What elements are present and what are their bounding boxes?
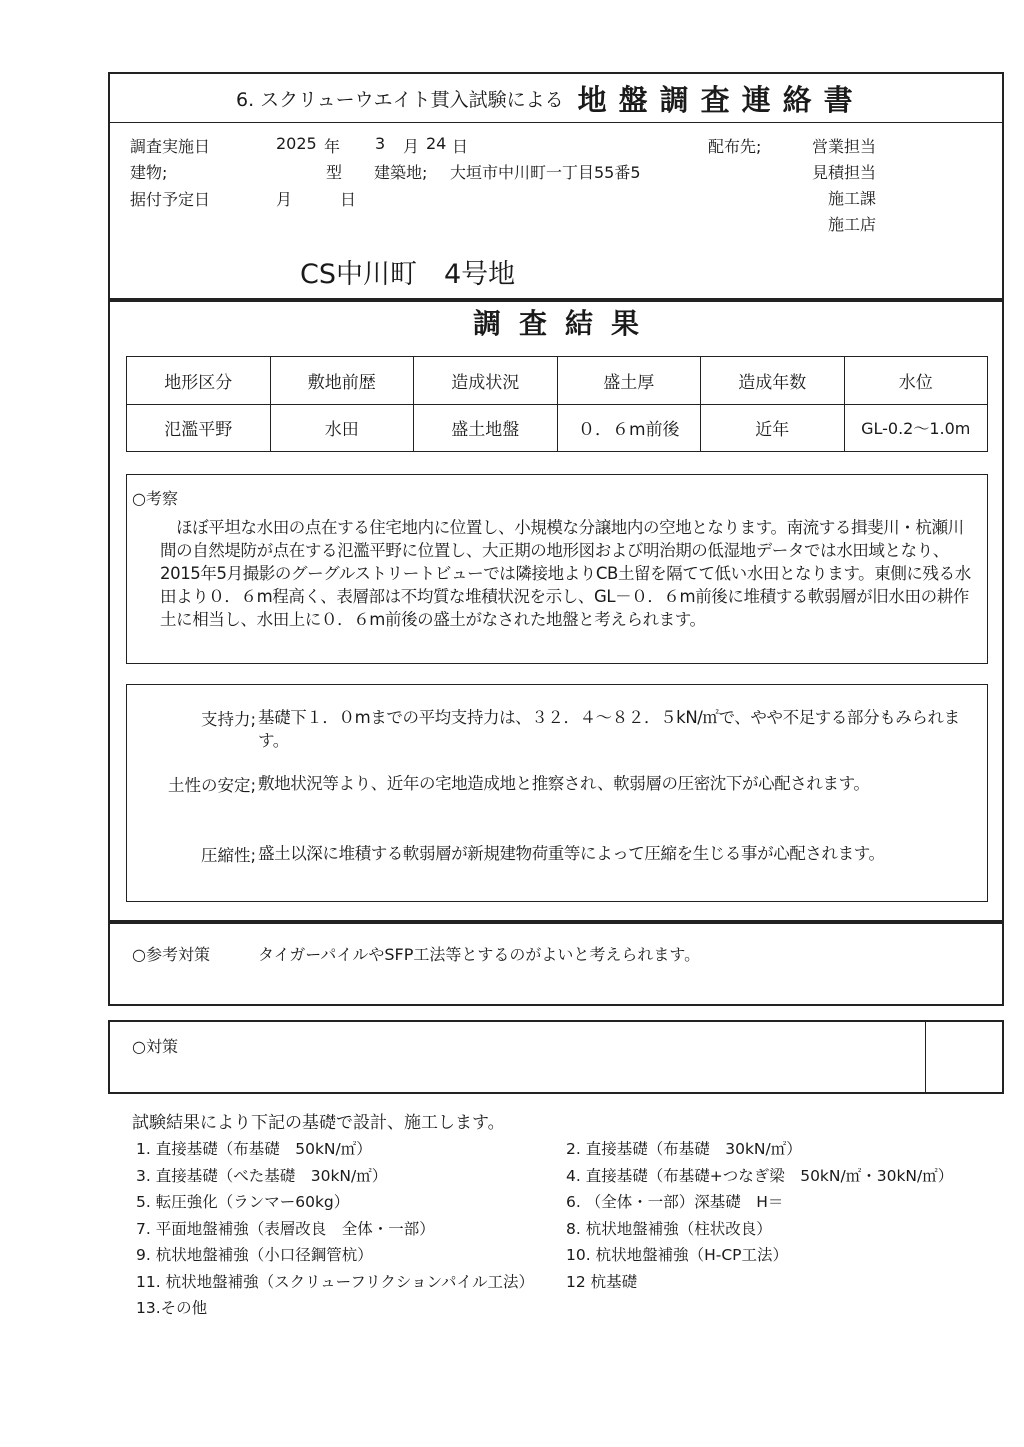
year-label: 年 — [324, 137, 341, 156]
survey-year: 2025 — [276, 134, 317, 153]
title-main: 地盤調査連絡書 — [577, 82, 865, 117]
foundation-option-6: 6. （全体・一部）深基礎 H＝ — [566, 1193, 784, 1211]
building-label: 建物; — [130, 163, 168, 182]
results-header-row — [127, 357, 988, 405]
foundation-option-2: 2. 直接基礎（布基礎 30kN/㎡） — [566, 1140, 802, 1158]
install-date-label: 据付予定日 — [130, 190, 211, 209]
results-value-row — [127, 404, 988, 452]
foundation-option-13: 13.その他 — [136, 1299, 208, 1317]
results-heading-row — [110, 302, 1002, 342]
col-terrain: 地形区分 — [127, 357, 271, 405]
foundations-left-list — [136, 1136, 534, 1322]
val-fill-thickness: ０．６m前後 — [557, 404, 701, 452]
foundation-option-11: 11. 杭状地盤補強（スクリューフリクションパイル工法） — [136, 1272, 535, 1291]
foundation-option-12: 12 杭基礎 — [566, 1272, 638, 1291]
consideration-text: ほぼ平坦な水田の点在する住宅地内に位置し、小規模な分譲地内の空地となります。南流する揖斐川・杭瀬川間の自然堤防が点在する氾濫平野に位置し、大正期の地形図および明治期の低湿地データでは水田域となり、2015年5月撮影のグーグルストリートビューでは隣接地よりCB土留を隔てて低い水田となります。東側に残る水田より０．６m程高く、表層部は不均質な堆積状況を示し、GL－０．６m前後に堆積する軟弱層が旧水田の耕作土に相当し、水田上に０．６m前後の盛土がなされた地盤と考えられます。 — [160, 518, 971, 629]
day-label: 日 — [452, 137, 469, 156]
foundation-option-3: 3. 直接基礎（べた基礎 30kN/㎡） — [136, 1166, 388, 1185]
val-terrain: 氾濫平野 — [127, 404, 271, 452]
reference-text: タイガーパイルやSFP工法等とするのがよいと考えられます。 — [258, 945, 701, 964]
foundation-option-7: 7. 平面地盤補強（表層改良 全体・一部） — [136, 1219, 435, 1238]
countermeasure-label: ○対策 — [132, 1037, 178, 1056]
document-title — [236, 80, 865, 116]
stability-label: 土性の安定; — [167, 776, 256, 795]
foundations-right-list — [566, 1136, 953, 1295]
col-fill-thickness: 盛土厚 — [557, 357, 701, 405]
install-month-label: 月 — [276, 190, 293, 209]
survey-month: 3 — [375, 134, 386, 153]
val-development-age: 近年 — [701, 404, 845, 452]
type-label: 型 — [326, 163, 343, 182]
site-address: 大垣市中川町一丁目55番5 — [450, 163, 641, 182]
project-name: CS中川町 4号地 — [300, 259, 516, 290]
distribution-label: 配布先; — [708, 137, 762, 156]
foundation-option-5: 5. 転圧強化（ランマー60kg） — [136, 1193, 350, 1211]
foundations-intro: 試験結果により下記の基礎で設計、施工します。 — [132, 1113, 505, 1133]
foundation-option-10: 10. 杭状地盤補強（H-CP工法） — [566, 1246, 788, 1264]
distribution-estimate: 見積担当 — [812, 163, 877, 182]
col-water-level: 水位 — [844, 357, 988, 405]
countermeasure-box — [108, 1020, 1004, 1094]
site-label: 建築地; — [374, 163, 428, 182]
stability-text: 敷地状況等より、近年の宅地造成地と推察され、軟弱層の圧密沈下が心配されます。 — [258, 774, 870, 793]
install-day-label: 日 — [340, 190, 357, 209]
val-development: 盛土地盤 — [414, 404, 558, 452]
bearing-label: 支持力; — [200, 710, 256, 729]
consideration-label: ○考察 — [132, 489, 178, 508]
reference-label: ○参考対策 — [132, 945, 210, 964]
foundation-option-1: 1. 直接基礎（布基礎 50kN/㎡） — [136, 1140, 372, 1158]
countermeasure-divider — [925, 1020, 926, 1094]
distribution-contractor: 施工店 — [828, 215, 877, 234]
foundation-option-8: 8. 杭状地盤補強（柱状改良） — [566, 1219, 772, 1238]
col-development-age: 造成年数 — [701, 357, 845, 405]
val-site-history: 水田 — [270, 404, 414, 452]
distribution-construction: 施工課 — [828, 189, 877, 208]
foundation-option-9: 9. 杭状地盤補強（小口径鋼管杭） — [136, 1246, 373, 1264]
survey-day: 24 — [426, 134, 447, 153]
bearing-text: 基礎下１．０mまでの平均支持力は、３２．４～８２．５kN/㎡で、やや不足する部分もみられます。 — [258, 708, 960, 750]
foundation-option-4: 4. 直接基礎（布基礎+つなぎ梁 50kN/㎡・30kN/㎡） — [566, 1166, 954, 1185]
distribution-sales: 営業担当 — [812, 137, 877, 156]
survey-date-label: 調査実施日 — [130, 137, 211, 156]
results-table — [126, 356, 988, 452]
title-prefix: 6. スクリューウエイト貫入試験による — [236, 88, 564, 111]
val-water-level: GL-0.2～1.0m — [844, 404, 988, 452]
col-development: 造成状況 — [414, 357, 558, 405]
month-label: 月 — [403, 137, 420, 156]
results-heading: 調査結果 — [472, 307, 657, 340]
compression-label: 圧縮性; — [200, 846, 256, 865]
col-site-history: 敷地前歴 — [270, 357, 414, 405]
compression-text: 盛土以深に堆積する軟弱層が新規建物荷重等によって圧縮を生じる事が心配されます。 — [258, 844, 885, 863]
